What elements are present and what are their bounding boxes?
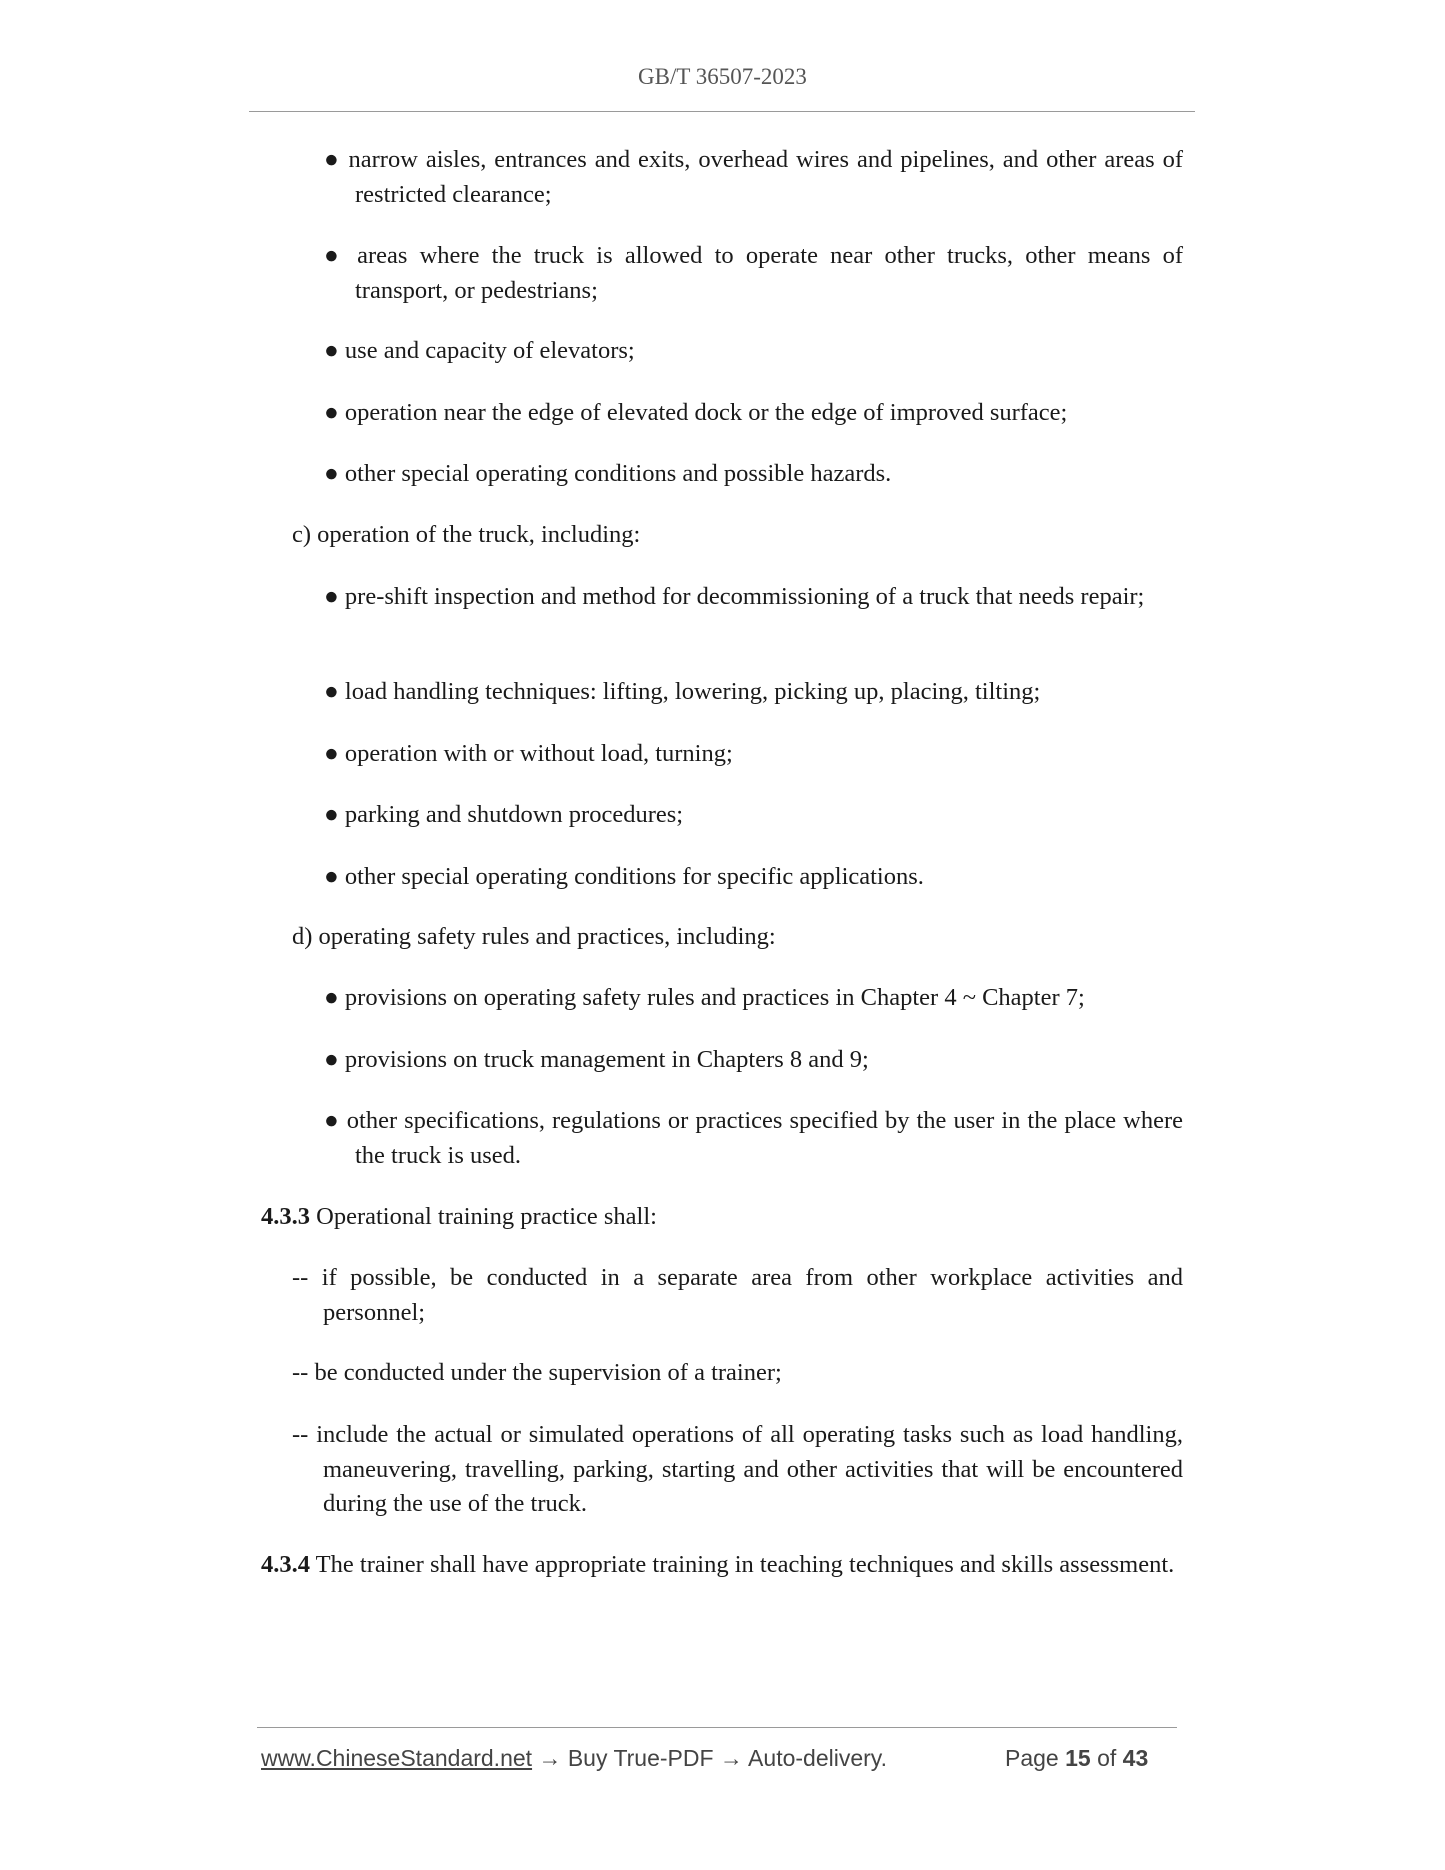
list-item: ● operation near the edge of elevated dock or the edge of improved surface;	[324, 399, 1068, 426]
page-label: Page	[1005, 1745, 1059, 1771]
current-page: 15	[1065, 1745, 1091, 1771]
list-item: -- if possible, be conducted in a separate area from other workplace activities and personnel;	[292, 1264, 1183, 1326]
list-item: ● parking and shutdown procedures;	[324, 801, 684, 828]
page-indicator	[1005, 1745, 1148, 1772]
website-link[interactable]: www.ChineseStandard.net	[261, 1745, 533, 1771]
total-pages: 43	[1122, 1745, 1149, 1771]
document-id-header: GB/T 36507-2023	[638, 64, 807, 89]
section-text: The trainer shall have appropriate training in teaching techniques and skills assessment.	[310, 1551, 1175, 1578]
list-item: ● areas where the truck is allowed to operate near other trucks, other means of transport, or pedestrians;	[324, 242, 1183, 304]
list-item: ● other specifications, regulations or practices specified by the user in the place where the truck is used.	[324, 1107, 1183, 1169]
section-number: 4.3.4	[261, 1551, 310, 1578]
list-heading-c: c) operation of the truck, including:	[292, 521, 641, 548]
section-text: Operational training practice shall:	[310, 1203, 657, 1230]
list-item: ● narrow aisles, entrances and exits, overhead wires and pipelines, and other areas of restricted clearance;	[324, 146, 1183, 208]
list-item: ● other special operating conditions for specific applications.	[324, 863, 924, 890]
list-item: ● pre-shift inspection and method for decommissioning of a truck that needs repair;	[324, 583, 1145, 610]
list-item: ● load handling techniques: lifting, lowering, picking up, placing, tilting;	[324, 678, 1041, 705]
of-label: of	[1097, 1745, 1117, 1771]
list-item: ● provisions on truck management in Chapters 8 and 9;	[324, 1046, 869, 1073]
list-item: ● operation with or without load, turning;	[324, 740, 733, 767]
footer-divider	[257, 1727, 1177, 1728]
list-item: ● provisions on operating safety rules and practices in Chapter 4 ~ Chapter 7;	[324, 984, 1085, 1011]
list-heading-d: d) operating safety rules and practices, including:	[292, 923, 776, 950]
section-4-3-4	[261, 1548, 1183, 1583]
list-item: ● use and capacity of elevators;	[324, 337, 635, 364]
list-item: -- include the actual or simulated operations of all operating tasks such as load handling, maneuvering, travelling, parking, starting and other activities that will be encountered during the use of the truck.	[292, 1421, 1183, 1517]
footer-promo	[261, 1745, 887, 1772]
section-4-3-3	[261, 1200, 1183, 1235]
section-number: 4.3.3	[261, 1203, 310, 1230]
list-item: ● other special operating conditions and possible hazards.	[324, 460, 892, 487]
promo-text: → Buy True-PDF → Auto-delivery.	[532, 1745, 887, 1771]
list-item: -- be conducted under the supervision of a trainer;	[292, 1359, 782, 1386]
header-divider	[249, 111, 1195, 112]
